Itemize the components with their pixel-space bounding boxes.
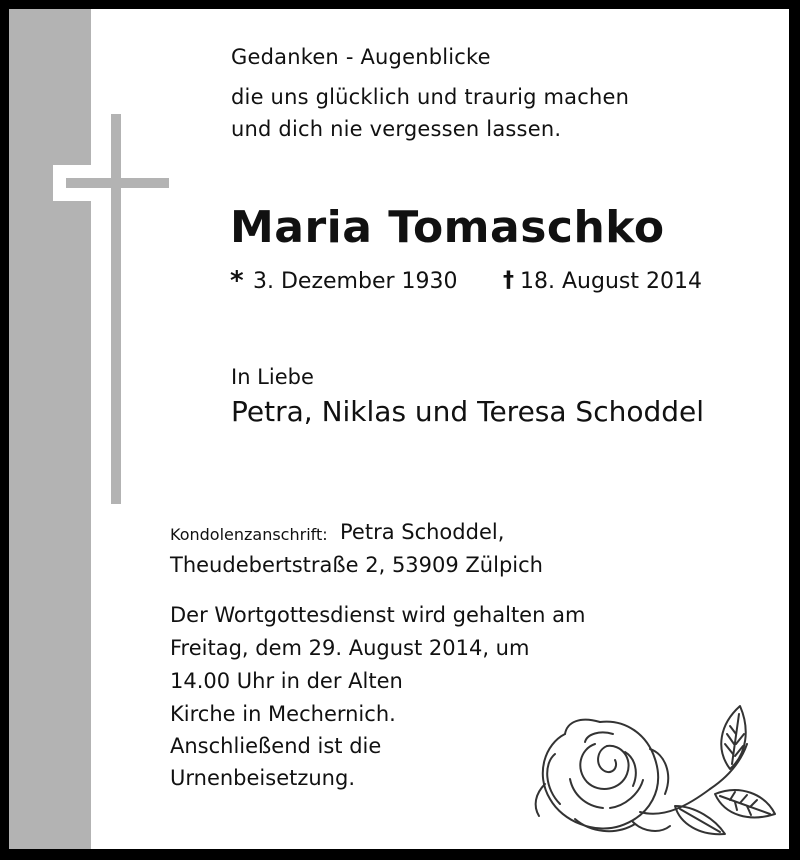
side-band <box>9 9 91 849</box>
birth-star-icon: * <box>230 266 244 296</box>
mourners-names: Petra, Niklas und Teresa Schoddel <box>231 395 705 428</box>
cross-bracket <box>53 165 66 201</box>
condolence-label: Kondolenzanschrift: <box>170 525 328 544</box>
service-line-1: Der Wortgottesdienst wird gehalten am <box>170 603 586 627</box>
service-line-3: 14.00 Uhr in der Alten <box>170 669 403 693</box>
service-line-2: Freitag, dem 29. August 2014, um <box>170 636 530 660</box>
deceased-name: Maria Tomaschko <box>230 202 665 253</box>
death-cross-icon: † <box>503 268 514 293</box>
service-line-4: Kirche in Mechernich. <box>170 702 396 726</box>
poem-line-1: Gedanken - Augenblicke <box>231 45 491 69</box>
death-date: 18. August 2014 <box>520 269 702 294</box>
condolence-name: Petra Schoddel, <box>340 520 505 544</box>
condolence-address: Theudebertstraße 2, 53909 Zülpich <box>170 553 543 577</box>
service-line-5: Anschließend ist die <box>170 734 382 758</box>
mourners-intro: In Liebe <box>231 365 314 389</box>
cross-bracket-bottom <box>66 188 111 201</box>
birth-date: 3. Dezember 1930 <box>253 269 458 294</box>
cross-vertical-beam <box>111 114 121 504</box>
cross-horizontal-beam <box>66 178 169 188</box>
cross-bracket-top <box>66 165 111 178</box>
rose-icon <box>525 694 780 842</box>
poem-line-3: und dich nie vergessen lassen. <box>231 117 562 141</box>
service-line-6: Urnenbeisetzung. <box>170 766 356 790</box>
poem-line-2: die uns glücklich und traurig machen <box>231 85 630 109</box>
